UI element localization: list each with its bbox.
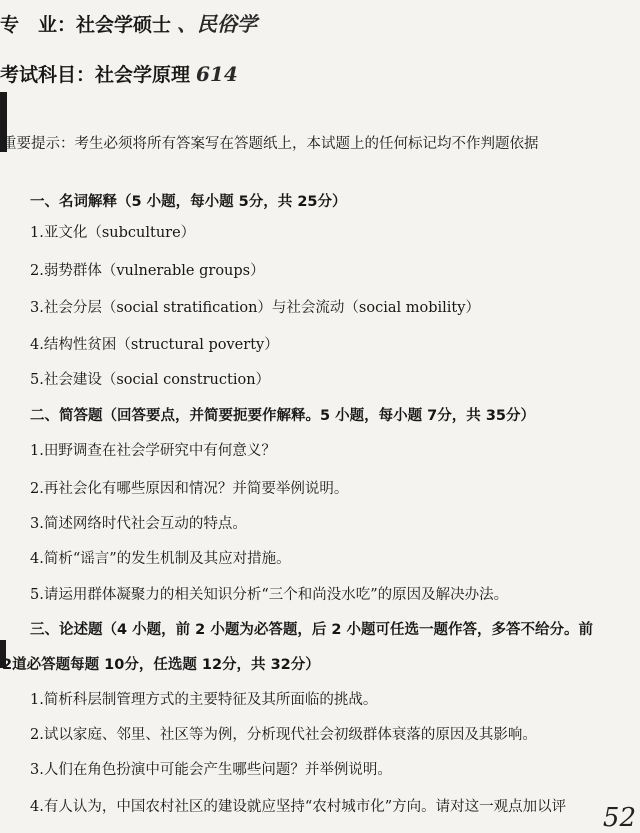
question-item: 5.社会建设（social construction） (30, 372, 271, 388)
section-title-2: 二、简答题（回答要点，并简要扼要作解释。5 小题，每小题 7分，共 35分） (30, 408, 535, 424)
question-item: 3.人们在角色扮演中可能会产生哪些问题？并举例说明。 (30, 762, 392, 778)
question-item: 3.简述网络时代社会互动的特点。 (30, 516, 247, 532)
question-item: 3.社会分层（social stratification）与社会流动（social mobility） (30, 300, 480, 316)
major-label: 专 业：社会学硕士 (0, 14, 172, 36)
question-item: 1.亚文化（subculture） (30, 225, 196, 241)
question-item: 1.田野调查在社会学研究中有何意义？ (30, 443, 276, 459)
section-title-3: 三、论述题（4 小题，前 2 小题为必答题，后 2 小题可任选一题作答，多答不给分。前 (30, 622, 594, 638)
subject-line (0, 60, 238, 87)
question-item: 2.弱势群体（vulnerable groups） (30, 263, 265, 279)
major-handwritten: 、民俗学 (177, 12, 258, 36)
question-item: 5.请运用群体凝聚力的相关知识分析“三个和尚没水吃”的原因及解决办法。 (30, 587, 509, 603)
question-item: 4.结构性贫困（structural poverty） (30, 337, 279, 353)
question-item: 2.再社会化有哪些原因和情况？并简要举例说明。 (30, 481, 349, 497)
subject-handwritten: 614 (196, 62, 238, 86)
section-title-1: 一、名词解释（5 小题，每小题 5分，共 25分） (30, 194, 347, 210)
important-notice: 重要提示：考生必须将所有答案写在答题纸上，本试题上的任何标记均不作判题依据 (2, 136, 539, 152)
question-item: 4.有人认为，中国农村社区的建设就应坚持“农村城市化”方向。请对这一观点加以评 (30, 799, 567, 815)
major-line (0, 8, 257, 37)
question-item: 2.试以家庭、邻里、社区等为例，分析现代社会初级群体衰落的原因及其影响。 (30, 727, 537, 743)
question-item: 1.简析科层制管理方式的主要特征及其所面临的挑战。 (30, 692, 378, 708)
question-item: 4.简析“谣言”的发生机制及其应对措施。 (30, 551, 291, 567)
section-title-3-continued: 2道必答题每题 10分，任选题 12分，共 32分） (2, 657, 320, 673)
page-corner-mark: 52 (602, 803, 636, 833)
subject-label: 考试科目：社会学原理 (0, 64, 191, 86)
